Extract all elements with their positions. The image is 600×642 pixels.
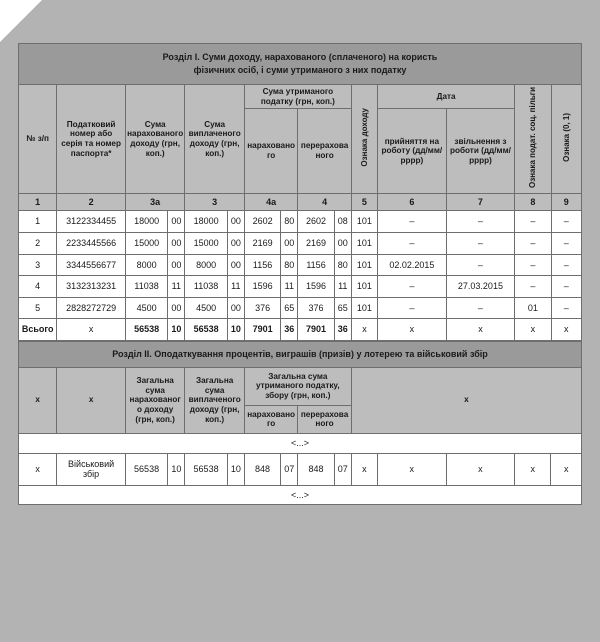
- cell-date-hire: –: [378, 276, 447, 298]
- colnum-2: 2: [57, 193, 126, 211]
- section2-cell-x4: х: [515, 453, 551, 485]
- section2-ellipsis-bottom: <...>: [19, 485, 582, 505]
- cell-social-sign: –: [515, 254, 551, 276]
- cell-tax-accr-grn: 1596: [244, 276, 280, 298]
- total-tax-trans-grn: 7901: [298, 319, 334, 341]
- cell-tax-accr-grn: 376: [244, 297, 280, 319]
- form-container: [18, 43, 582, 625]
- cell-no: 3: [19, 254, 57, 276]
- cell-social-sign: –: [515, 211, 551, 233]
- cell-paid-grn: 18000: [185, 211, 227, 233]
- section2-title-row: [19, 342, 582, 368]
- cell-tax-trans-kop: 11: [334, 276, 351, 298]
- section2-cell-paid-kop: 10: [227, 453, 244, 485]
- cell-accrued-kop: 11: [168, 276, 185, 298]
- cell-tax-accr-grn: 2169: [244, 232, 280, 254]
- cell-income-sign: 101: [351, 297, 377, 319]
- cell-paid-grn: 4500: [185, 297, 227, 319]
- header-social-benefit-sign-label: Ознака подат. соц. пільги: [528, 87, 538, 189]
- section2-cell-tax-accr-grn: 848: [244, 453, 280, 485]
- section2-cell-tax-trans-kop: 07: [334, 453, 351, 485]
- header-date-fire: звільнення з роботи (дд/мм/рррр): [446, 109, 515, 193]
- colnum-9: 9: [551, 193, 581, 211]
- section2-header-withheld-accrued: нарахованого: [244, 405, 297, 433]
- cell-paid-kop: 00: [227, 211, 244, 233]
- cell-sign-01: –: [551, 232, 581, 254]
- section2-cell-x2: х: [377, 453, 446, 485]
- section2-cell-x3: х: [446, 453, 515, 485]
- cell-accrued-kop: 00: [168, 232, 185, 254]
- cell-sign-01: –: [551, 211, 581, 233]
- colnum-6: 6: [378, 193, 447, 211]
- table-row: [19, 254, 582, 276]
- colnum-5: 5: [351, 193, 377, 211]
- header-date-hire: прийняття на роботу (дд/мм/рррр): [378, 109, 447, 193]
- cell-accrued-kop: 00: [168, 297, 185, 319]
- table-row: [19, 276, 582, 298]
- section2-cell-label: Військовий збір: [57, 453, 126, 485]
- section2-title: Розділ II. Оподаткування процентів, виграшів (призів) у лотерею та військовий збір: [19, 342, 582, 368]
- cell-tax-id: 3122334455: [57, 211, 126, 233]
- cell-sign-01: –: [551, 276, 581, 298]
- cell-date-fire: –: [446, 211, 515, 233]
- section2-header-withheld-tax: Загальна сума утриманого податку, збору (грн, коп.): [244, 367, 351, 405]
- cell-accrued-grn: 11038: [125, 276, 167, 298]
- cell-social-sign: 01: [515, 297, 551, 319]
- total-accrued-grn: 56538: [125, 319, 167, 341]
- section2-ellipsis-row-top: [19, 433, 582, 453]
- cell-tax-accr-kop: 00: [281, 232, 298, 254]
- header-social-benefit-sign: [515, 85, 551, 194]
- colnum-1: 1: [19, 193, 57, 211]
- section2-cell-accrued-grn: 56538: [125, 453, 167, 485]
- header-income-sign-label: Ознака доходу: [359, 108, 369, 167]
- section2-cell-accrued-kop: 10: [168, 453, 185, 485]
- cell-tax-id: 2233445566: [57, 232, 126, 254]
- cell-no: 2: [19, 232, 57, 254]
- section2-header-c1: х: [19, 367, 57, 433]
- section1-title-line2: фізичних осіб, і суми утриманого з них податку: [193, 65, 407, 76]
- cell-social-sign: –: [515, 232, 551, 254]
- header-withheld-tax: Сума утриманого податку (грн, коп.): [244, 85, 351, 109]
- section1-column-numbers-row: [19, 193, 582, 211]
- total-date-fire: х: [446, 319, 515, 341]
- cell-tax-trans-kop: 00: [334, 232, 351, 254]
- header-withheld-transferred: перерахованого: [298, 109, 351, 193]
- colnum-4: 4: [298, 193, 351, 211]
- section2-cell-paid-grn: 56538: [185, 453, 227, 485]
- section2-cell-tax-accr-kop: 07: [281, 453, 298, 485]
- cell-tax-id: 2828272729: [57, 297, 126, 319]
- colnum-3a: 3а: [125, 193, 185, 211]
- table-row: [19, 211, 582, 233]
- colnum-8: 8: [515, 193, 551, 211]
- header-date: Дата: [378, 85, 515, 109]
- section2-header-row-1: [19, 367, 582, 405]
- total-tax-trans-kop: 36: [334, 319, 351, 341]
- cell-accrued-grn: 8000: [125, 254, 167, 276]
- total-tax-accr-kop: 36: [281, 319, 298, 341]
- cell-date-fire: 27.03.2015: [446, 276, 515, 298]
- cell-paid-grn: 15000: [185, 232, 227, 254]
- colnum-7: 7: [446, 193, 515, 211]
- cell-paid-kop: 00: [227, 297, 244, 319]
- section2-cell-tax-trans-grn: 848: [298, 453, 334, 485]
- total-social-sign: х: [515, 319, 551, 341]
- cell-tax-accr-grn: 2602: [244, 211, 280, 233]
- cell-tax-trans-kop: 65: [334, 297, 351, 319]
- header-income-sign: [351, 85, 377, 194]
- section2-table: [18, 341, 582, 505]
- cell-accrued-grn: 15000: [125, 232, 167, 254]
- total-tax-id: х: [57, 319, 126, 341]
- total-paid-kop: 10: [227, 319, 244, 341]
- cell-social-sign: –: [515, 276, 551, 298]
- header-withheld-accrued: нарахованого: [244, 109, 297, 193]
- cell-accrued-grn: 4500: [125, 297, 167, 319]
- cell-tax-accr-kop: 11: [281, 276, 298, 298]
- section2-cell-x5: х: [551, 453, 582, 485]
- cell-tax-id: 3344556677: [57, 254, 126, 276]
- section1-table: [18, 43, 582, 341]
- total-date-hire: х: [378, 319, 447, 341]
- cell-tax-trans-grn: 376: [298, 297, 334, 319]
- cell-date-hire: –: [378, 232, 447, 254]
- cell-no: 5: [19, 297, 57, 319]
- total-paid-grn: 56538: [185, 319, 227, 341]
- cell-date-fire: –: [446, 254, 515, 276]
- cell-tax-accr-kop: 80: [281, 254, 298, 276]
- section2-data-row: [19, 453, 582, 485]
- header-paid-income: Сума виплаченого доходу (грн, коп.): [185, 85, 245, 194]
- total-tax-accr-grn: 7901: [244, 319, 280, 341]
- cell-tax-accr-grn: 1156: [244, 254, 280, 276]
- header-accrued-income: Сума нарахованого доходу (грн, коп.): [125, 85, 185, 194]
- header-no: № з/п: [19, 85, 57, 194]
- header-sign-01: [551, 85, 581, 194]
- cell-paid-kop: 11: [227, 276, 244, 298]
- cell-income-sign: 101: [351, 232, 377, 254]
- section2-header-c2: х: [57, 367, 126, 433]
- cell-accrued-grn: 18000: [125, 211, 167, 233]
- cell-tax-trans-grn: 2602: [298, 211, 334, 233]
- cell-tax-trans-grn: 1596: [298, 276, 334, 298]
- cell-accrued-kop: 00: [168, 254, 185, 276]
- cell-tax-accr-kop: 80: [281, 211, 298, 233]
- cell-tax-id: 3132313231: [57, 276, 126, 298]
- cell-date-fire: –: [446, 232, 515, 254]
- cell-date-hire: 02.02.2015: [378, 254, 447, 276]
- section2-header-accrued-income: Загальна сума нарахованого доходу (грн, коп.): [125, 367, 185, 433]
- cell-income-sign: 101: [351, 254, 377, 276]
- colnum-4a: 4а: [244, 193, 297, 211]
- section2-cell-x1: х: [351, 453, 377, 485]
- table-row: [19, 297, 582, 319]
- page-corner-fold-icon: [0, 0, 42, 42]
- total-row: [19, 319, 582, 341]
- total-income-sign: х: [351, 319, 377, 341]
- colnum-3: 3: [185, 193, 245, 211]
- cell-accrued-kop: 00: [168, 211, 185, 233]
- section1-title-row: [19, 44, 582, 85]
- cell-paid-grn: 8000: [185, 254, 227, 276]
- table-row: [19, 232, 582, 254]
- cell-income-sign: 101: [351, 276, 377, 298]
- section2-cell-c1: х: [19, 453, 57, 485]
- cell-paid-kop: 00: [227, 254, 244, 276]
- section2-ellipsis-top: <...>: [19, 433, 582, 453]
- cell-paid-grn: 11038: [185, 276, 227, 298]
- cell-tax-trans-grn: 2169: [298, 232, 334, 254]
- section1-header-row-1: [19, 85, 582, 109]
- cell-tax-accr-kop: 65: [281, 297, 298, 319]
- header-tax-id: Податковий номер або серія та номер паспорта*: [57, 85, 126, 194]
- cell-no: 4: [19, 276, 57, 298]
- total-label: Всього: [19, 319, 57, 341]
- cell-no: 1: [19, 211, 57, 233]
- total-accrued-kop: 10: [168, 319, 185, 341]
- section2-header-paid-income: Загальна сума виплаченого доходу (грн, коп.): [185, 367, 245, 433]
- cell-sign-01: –: [551, 254, 581, 276]
- cell-date-hire: –: [378, 211, 447, 233]
- section2-ellipsis-row-bottom: [19, 485, 582, 505]
- cell-tax-trans-kop: 08: [334, 211, 351, 233]
- section1-title: [19, 44, 582, 85]
- section1-title-line1: Розділ I. Суми доходу, нарахованого (сплаченого) на користь: [162, 52, 438, 62]
- header-sign-01-label: Ознака (0, 1): [561, 113, 571, 162]
- cell-tax-trans-grn: 1156: [298, 254, 334, 276]
- cell-income-sign: 101: [351, 211, 377, 233]
- cell-date-hire: –: [378, 297, 447, 319]
- cell-sign-01: –: [551, 297, 581, 319]
- section2-header-withheld-transferred: перерахованого: [298, 405, 351, 433]
- section2-header-last: х: [351, 367, 581, 433]
- total-sign-01: х: [551, 319, 581, 341]
- cell-tax-trans-kop: 80: [334, 254, 351, 276]
- cell-date-fire: –: [446, 297, 515, 319]
- cell-paid-kop: 00: [227, 232, 244, 254]
